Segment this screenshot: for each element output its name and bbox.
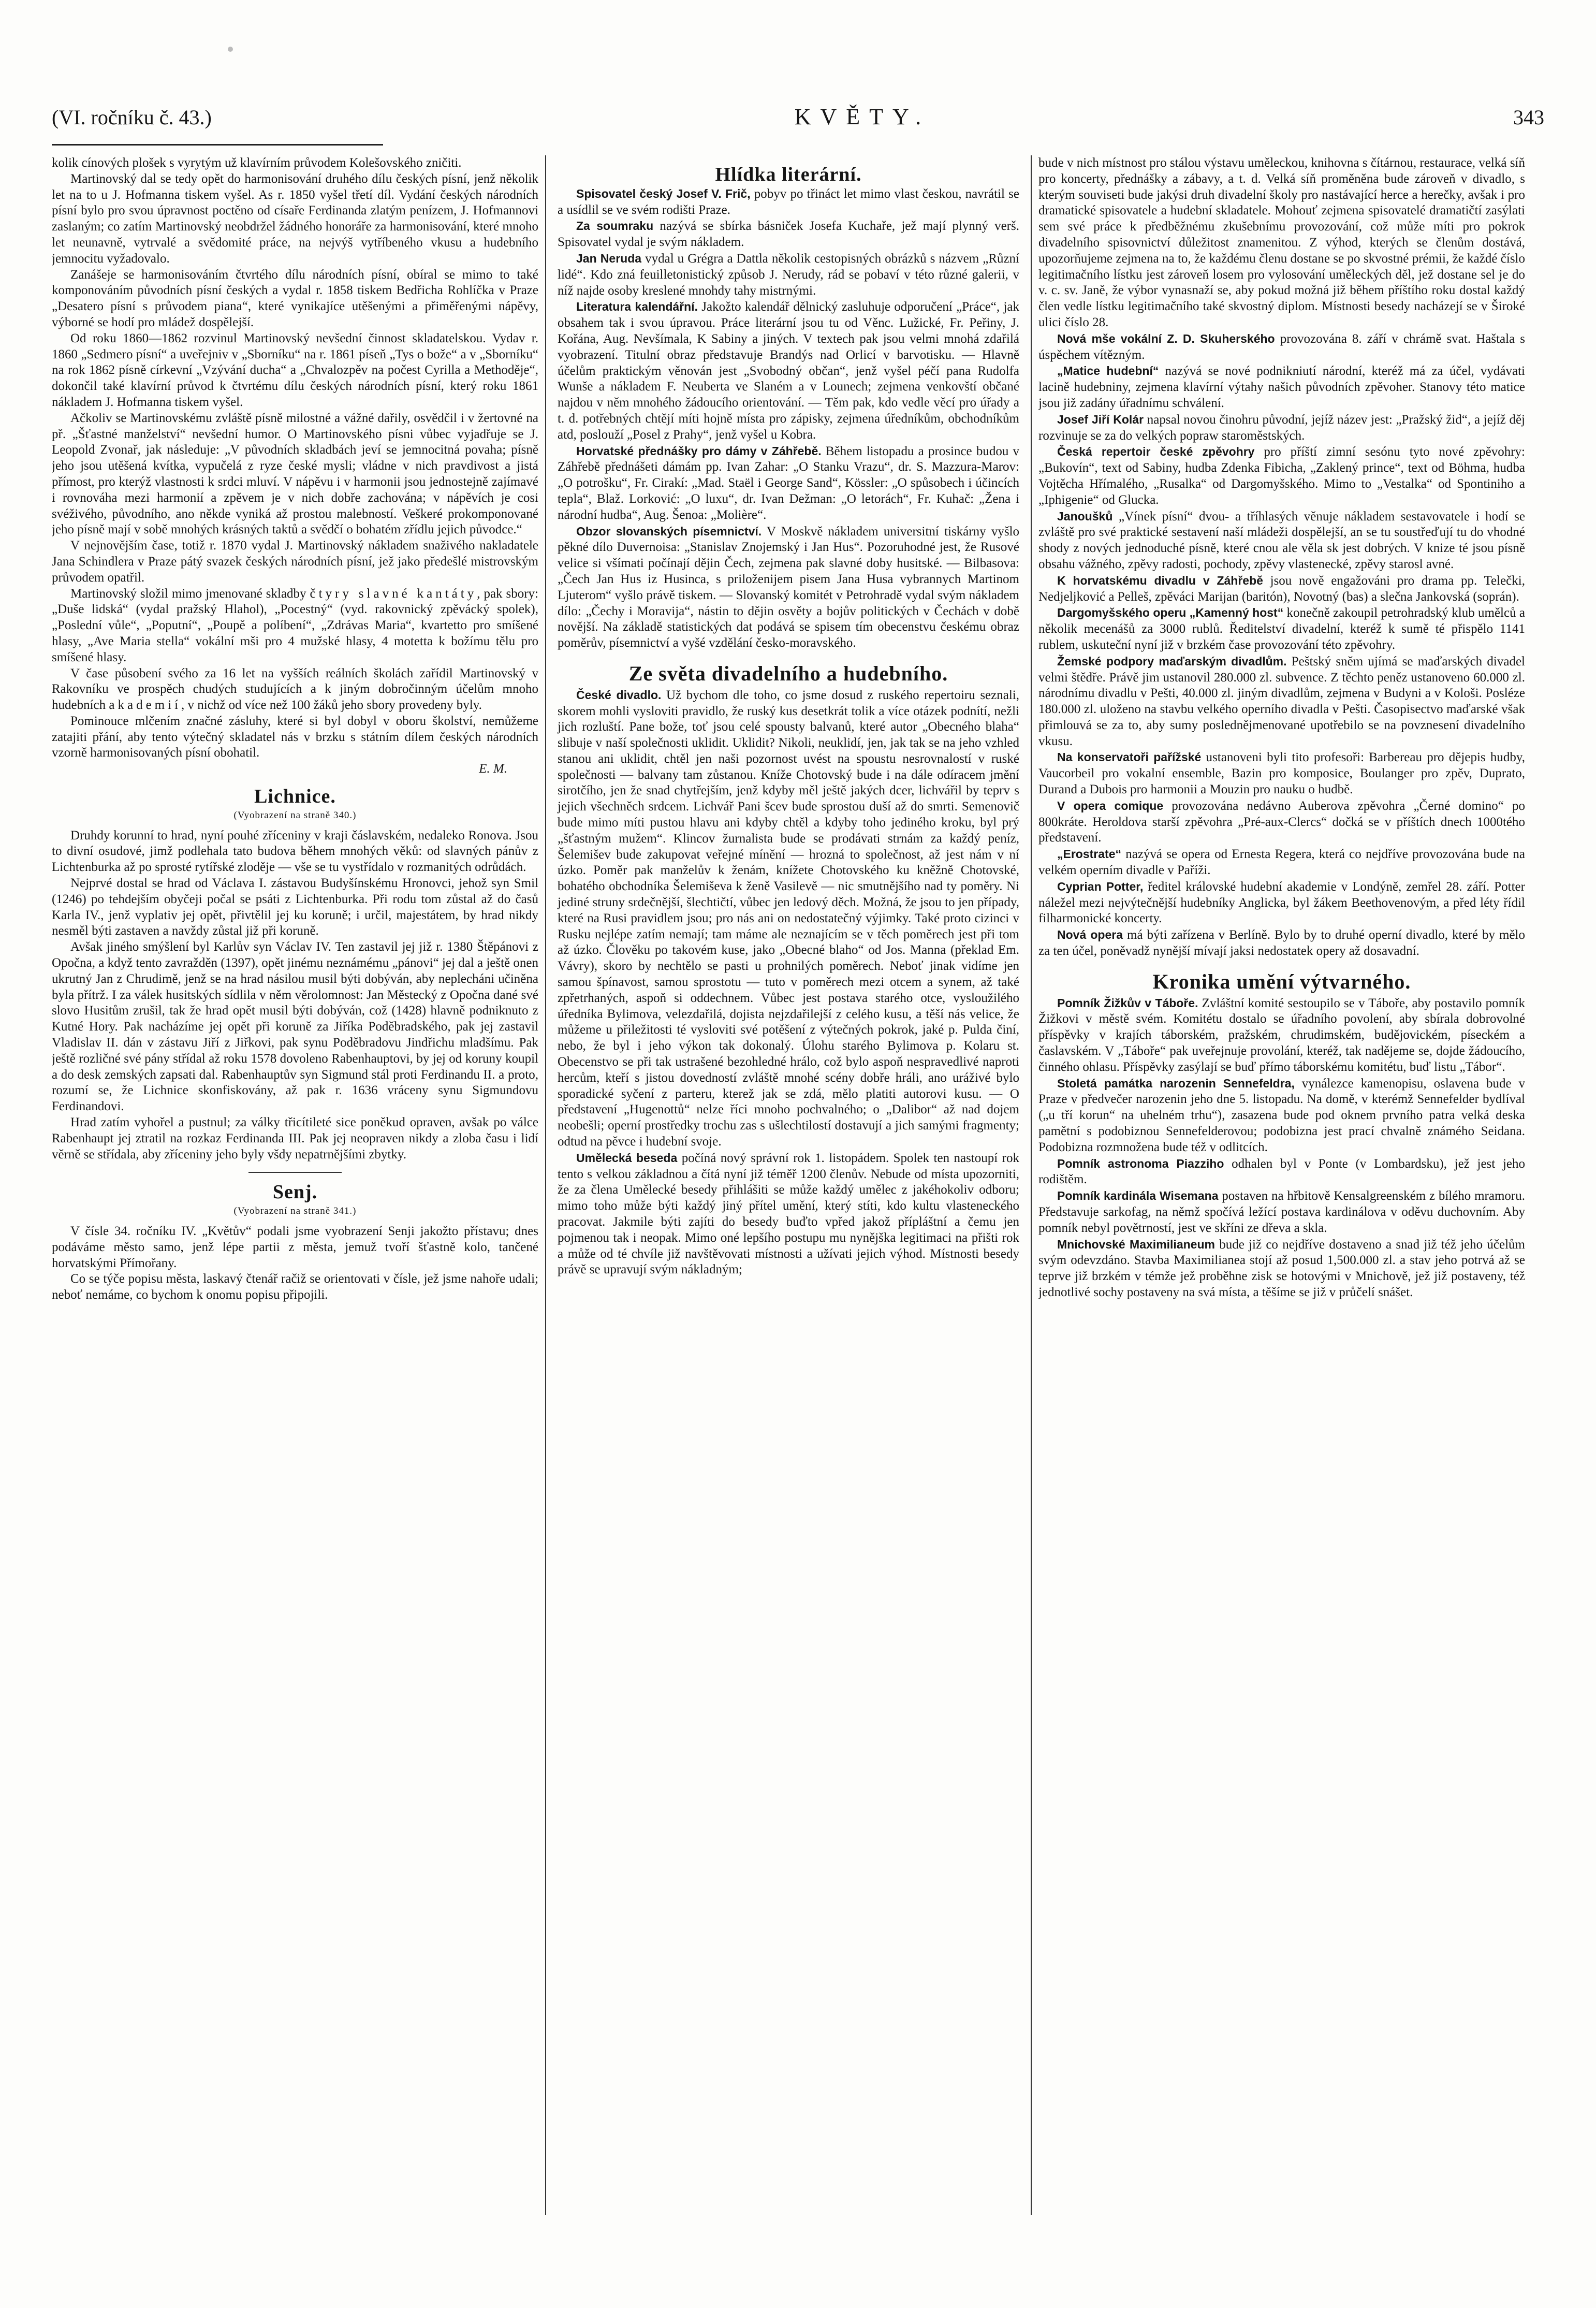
paragraph: Martinovský dal se tedy opět do harmonisování druhého dílu českých písní, jenž několik let na to u J. Hofmanna tiskem vyšel. As r. 1850 vyšel třetí díl. Vydání českých národních písní bylo pro svou úpravnost poctěno od císaře Ferdinanda zlatým penízem, J. Hofmannovi zaslaným; co zatím Martinovský neobdržel žádného honoráře za harmonisování, které mnoho let neunavně, vytrvalé a svědomité práce, na nejvýš vytříbeného vkusu a hudebního jemnocitu vyžadovalo. xyxy=(52,171,538,266)
text-run: Martinovský složil mimo jmenované skladby xyxy=(70,586,306,601)
news-item xyxy=(558,443,1019,524)
item-keyword: Pomník astronoma Piazziho xyxy=(1057,1156,1224,1170)
item-keyword: Nová mše vokální Z. D. Skuherského xyxy=(1057,331,1275,345)
item-text: pro příští zimní sesónu tyto nové zpěvohry: „Bukovín“, text od Sabiny, hudba Zdenka Fibicha, „Zaklený prince“, text od Böhma, hudba Vojtěcha Hřímalého, „Rusalka“ od Dargomyšského. Mimo to „Vestalka“ od Spontiniho a „Iphigenie“ od Glucka. xyxy=(1038,445,1525,507)
item-text: bude již co nejdříve dostaveno a snad již též jeho účelům svým odevzdáno. Stavba Maximilianea stojí až posud 1,500.000 zl. a stav jeho potrvá až se teprve již brzkém v témže jež proběhne zisk se hotovými v Mnichově, jež již postaveny, též jednotlivé sochy postaveny na svá místa, a těšíme se již v průčelí snášet. xyxy=(1038,1237,1525,1299)
section-title: Hlídka literární. xyxy=(715,164,862,185)
item-keyword: Literatura kalendářní. xyxy=(576,300,698,314)
item-text: ustanoveni byli tito profesoři: Barbereau pro dějepis hudby, Vaucorbeil pro vokalní ensemble, Bazin pro komposice, Boulanger pro zpěv, Duprato, Durand a Dubois pro harmonii a Mouzin pro nauku o hudbě. xyxy=(1038,750,1525,797)
news-item xyxy=(558,524,1019,651)
item-keyword: Umělecká beseda xyxy=(576,1151,678,1165)
section-title: Kronika umění výtvarného. xyxy=(1152,969,1411,993)
news-item xyxy=(558,218,1019,251)
column-right xyxy=(1038,155,1525,2215)
item-keyword: Pomník Žižkův v Táboře. xyxy=(1057,996,1198,1010)
author-signature: E. M. xyxy=(479,762,507,776)
paragraph: V nejnovějším čase, totiž r. 1870 vydal J. Martinovský nákladem snaživého nakladatele Jana Schindlera v Praze pátý svazek českých národních písní, jež jako předešlé mistrovským průvodem opatřil. xyxy=(52,539,538,585)
image-caption-note: (Vyobrazení na straně 341.) xyxy=(233,1206,357,1217)
item-text: provozována 8. září v chrámě svat. Haštala s úspěchem vítězným. xyxy=(1038,331,1525,362)
paragraph: Nejprvé dostal se hrad od Václava I. zástavou Budyšínskému Hronovci, jehož syn Smil (1246) po tehdejším obyčeji počal se psáti z Lichtenburka. Při rodu tom zůstal až do časů Karla IV., jenž vyplativ jej opět, přivtělil jej ku koruně; i určil, majestátem, by hrad nikdy nesměl býti zastaven a navždy zůstal již při koruně. xyxy=(52,876,538,938)
item-text: Zvláštní komité sestoupilo se v Táboře, aby postavilo pomník Žižkovi v městě svém. Komitétu dostalo se úřadního povolení, aby sbírala dobrovolné příspěvky v krajích táborském, pražském, chrudimském, budějovickém, píseckém a časlavském. V „Táboře“ pak uveřejnuje provolání, kteréž, tak nadějeme se, dojde žádoucího, činného ohlasu. Příspěvky zasýlají se buď přímo táborskému komitétu, buď listu „Tábor“. xyxy=(1038,996,1525,1074)
header-rule xyxy=(52,144,383,146)
item-text: napsal novou činohru původní, jejíž název jest: „Pražský žid“, a jejíž děj rozvinuje se za do velkých popraw staroměstských. xyxy=(1038,412,1525,443)
paragraph xyxy=(52,586,538,666)
item-text: pobyv po třináct let mimo vlast českou, navrátil se a usídlil se ve svém rodišti Praze. xyxy=(558,186,1019,217)
news-item xyxy=(558,1150,1019,1278)
item-keyword: Dargomyšského operu „Kamenný host“ xyxy=(1057,606,1284,620)
text-columns xyxy=(52,155,1544,2215)
item-keyword: V opera comique xyxy=(1057,799,1164,812)
item-text: V Moskvě nákladem universitní tiskárny vyšlo pěkné dílo Duvernoisa: „Stanislav Znojemský i Jan Hus“. Pozoruhodné jest, že Rusové velice si všímati počínají dějin Čech, zejmena pak slavné doby husitské. — Bilbasova: „Čech Jan Hus iz Husinca, s priloženijem pisem Jana Husa vybrannych Martinom Ljuterom“ vyšlo právě tiskem. — Slovanský komitét v Petrohradě vydal svým nákladem dílo: „Čechy i Moravija“, nástin to dějin osvěty a bojův politických v Čechách v době novější. Na základě statistických dat podává se spisem tím obecenstvu českému obraz poměrův, písemnictví a vyšé vzdělání česko-moravského. xyxy=(558,524,1019,650)
item-keyword: Za soumraku xyxy=(576,219,654,233)
item-keyword: Josef Jiří Kolár xyxy=(1057,412,1144,426)
image-caption-note: (Vyobrazení na straně 340.) xyxy=(233,809,357,821)
news-item xyxy=(1038,749,1525,797)
paragraph: Od roku 1860—1862 rozvinul Martinovský nevšední činnost skladatelskou. Vydav r. 1860 „Sedmero písní“ a uveřejniv v „Sborníku“ na r. 1861 píseň „Tys o bože“ a v „Sborníku“ na rok 1862 písně církevní „Vzývání ducha“ a „Chvalozpěv na počest Cyrilla a Methoděje“, dokončil také klavírní průvod k čtvrtému dílu českých národních písní, který roku 1861 nákladem J. Hofmanna tiskem vyšel. xyxy=(52,331,538,409)
item-keyword: Cyprian Potter, xyxy=(1057,879,1144,893)
item-text: Peštský sněm ujímá se maďarských divadel velmi štědře. Právě jim ustanovil 280.000 zl. subvence. Z těchto peněz ustanoveno 60.000 zl. národnímu divadlu v Pešti, 40.000 zl. jiným divadlům, zejmena v Budyni a v Kološi. Posléze 180.000 zl. uloženo na stavbu velkého operního divadla v Pešti. Časopisectvo maďarské však přimlouvá se za to, aby sumy poslednějmenované upotřebilo se na povznesení divadelního vkusu. xyxy=(1038,654,1525,748)
section-divider xyxy=(248,1172,342,1173)
paragraph: V čísle 34. ročníku IV. „Květův“ podali jsme vyobrazení Senji jakožto přístavu; dnes podáváme město samo, jenž lépe partii z města, jemuž tvoří šťastně kolo, tančené horvatskými Přímořany. xyxy=(52,1224,538,1270)
item-keyword: České divadlo. xyxy=(576,688,662,702)
item-text: postaven na hřbitově Kensalgreenském z bílého mramoru. Představuje sarkofag, na němž spočívá ležící postava kardinálova v oděvu duchovním. Aby pomník nebyl povětrností, jest ve skříni ze dřeva a skla. xyxy=(1038,1189,1525,1235)
news-item xyxy=(1038,927,1525,960)
column-left xyxy=(52,155,538,2215)
item-text: konečně zakoupil petrohradský klub umělců a několik mecenášů za 3000 rublů. Ředitelství divadelní, kteréž k sumě té přispělo 1141 rublem, uskuteční nyní již v brzkém čase provozování této zpěvohry. xyxy=(1038,606,1525,652)
item-text: nazývá se opera od Ernesta Regera, která co nejdříve provozována bude na velkém operním divadle v Paříži. xyxy=(1038,847,1525,878)
item-keyword: Jan Neruda xyxy=(576,251,642,265)
item-text: jsou nově engažováni pro drama pp. Telečki, Nedjeljković a Pelleš, zpěváci Marijan (baritón), Novotný (bas) a slečna Jankovská (soprán). xyxy=(1038,573,1525,604)
news-item xyxy=(1038,798,1525,846)
paragraph: Hrad zatím vyhořel a pustnul; za války třicítileté sice poněkud opraven, avšak po válce Rabenhaupt jej ztratil na rozkaz Ferdinanda III. Pak jej neopraven nikdy a zloba času i lidí věrně se střídala, aby zříceniny jeho byly všdy nepatrnějšími zbytky. xyxy=(52,1115,538,1162)
item-text: Už bychom dle toho, co jsme dosud z ruského repertoiru seznali, skorem mohli vysloviti pravidlo, že ruský kus desetkrát tolik a více otázek podnítí, nežli jich rozluští. Pane bože, toť jsou celé spousty balvanů, které autor „Obecného blaha“ slibuje v naší společnosti uklidit. Uklidit? Nikoli, neuklidí, jen, jak tak se na jeho vzhled stanou ani uklidit, chtěl jen naši pozornost uvést na spoustu nesrovnalostí v ruské společnosti — balvany tam zůstanou. Kníže Chotovský bude i na dále odíracem jmění sirotčího, jen že snad chytřejším, jenž kdyby měl ještě jakých dcer, lichvářil by teprv s jejich všechněch srdcem. Lichvář Pani šcev bude sprostou duší až do smrti. Semenovič bude mimo míti pustou hlavu ani kdyby chtěl a kdyby toho jediného kroku, byl prý „šťastným mužem“. Klincov žurnalista bude se prodávati strnám za každý peníz, Šelemišev bude zakupovat veřejné mínění — hrozná to společnost, až jest nám v ní úzko. Poměr pak manželův k ženám, knížete Chotovského ku kněžně Chotovské, bohatého obchodníka Šelemiševa k ženě Vasilevě — nic smutnějšího nad ty poměry. Ni jediné struny srdečnější, šlechtičtí, vůbec jen ledový děch. Možná, že jsou to jen případy, které na Rusi pravidlem jsou; pro nás ani on nedostatečný výjimky. Také proto cizinci v Rusku nejlépe zatím nemají; tam máme ale neznajícím se v těch poměrech jest při tom až úzko. Člověku po takovém kuse, jako „Obecné blaho“ od Jos. Manna (překlad Em. Vávry), skoro by nechtělo se pasti u prohnilých poměrech. Neboť jinak vidíme jen samou špínavost, samou sprostotu — tuto v poměrech mezi otcem a synem, až také zpřetrhaných, aspoň si oddechnem. Vůbec jest postava starého otce, vysloužilého úředníka Bylimova, velezdařilá, dojista nejzdařilejší z celého kusu, a těší nás velice, že můžeme u přiležitosti té vysloviti své potěšení z výtečných pokrok, jaké p. Pulda činí, nebo, že byl i jeho výkon tak dokonalý. Úlohu starého Bylimova p. Kolaru st. Obecenstvo se při tak ustrašené bezohledné hrálo, což bylo aspoň nespravedlivé naproti hercům, kteří s jistou dovedností zvláště mnohé scény dobře hráli, ano uráživé bylo sporadické syčení z parteru, kterež jak se zdá, mělo platiti autorovi kusu. — O představení „Hugenottů“ nelze říci mnoho pochvalného; o „Dalibor“ až nad dojem neobešli; operní prostředky trochu zas s ušlechtilostí dostavují a jich samými fragmenty; odtud na pěvce i hudební svoje. xyxy=(558,688,1019,1149)
item-text: Během listopadu a prosince budou v Záhřebě přednášeti dámám pp. Ivan Zahar: „O Stanku Vrazu“, dr. S. Mazzura-Marov: „O potrošku“, Fr. Cirakí: „Mad. Staël i George Sand“, Kössler: „O spůsobech i účincích tepla“, Blaž. Lorković: „O luxu“, dr. Ivan Dežman: „O letorách“, Fr. Kuhač: „Žena i národní hudba“, Aug. Šenoa: „Molière“. xyxy=(558,444,1020,522)
item-keyword: K horvatskému divadlu v Záhřebě xyxy=(1057,573,1263,587)
item-keyword: Žemské podpory maďarským divadlům. xyxy=(1057,654,1287,668)
news-item xyxy=(1038,1076,1525,1156)
item-text: nazývá se sbírka básniček Josefa Kuchaře, jež mají plynný verš. Spisovatel vydal je svým nákladem. xyxy=(558,219,1019,250)
news-item xyxy=(1038,573,1525,605)
item-keyword: Mnichovské Maximilianeum xyxy=(1057,1237,1215,1251)
paragraph xyxy=(52,666,538,714)
item-keyword: „Matice hudební“ xyxy=(1057,364,1159,378)
section-title: Ze světa divadelního a hudebního. xyxy=(628,661,948,685)
news-item xyxy=(1038,879,1525,927)
news-item xyxy=(1038,444,1525,508)
news-item xyxy=(1038,412,1525,444)
news-item xyxy=(1038,363,1525,411)
column-middle xyxy=(545,155,1032,2215)
item-text: provozována nedávno Auberova zpěvohra „Černé domino“ po 800kráte. Heroldova starší zpěvohra „Pré-aux-Clercs“ dočká se v příštích dnech 1000tého představení. xyxy=(1038,799,1525,845)
item-text: počíná nový správní rok 1. listopádem. Spolek ten nastoupí rok tento s velkou základnou a čítá nyní již téměř 1200 členův. Nebude od místa upozorniti, že za člena Umělecké besedy přihlášiti se může každý umělec z jakéhokoliv odboru; mimo toho může býti každý jiný přítel umění, který stíti, kdo kultu vlasteneckého pracovat. Jakmile býti zajíti do besedy buďto vpřed jakož přípláštní a čemu jen pojmenou tak i neopak. Mimo oné lepšího postupu mu nynějška legitimaci na přišti rok a může od té chvíle již navštěvovati místnosti a užívati jejich výhod. Místnosti besedy právě se upravují svým nákladným; xyxy=(558,1151,1019,1277)
news-item xyxy=(558,687,1019,1150)
news-item xyxy=(1038,1237,1525,1301)
text-run: , pak sbory: „Duše lidská“ (vydal pražský Hlahol), „Pocestný“ (vyd. rakovnický zpěvácký spolek), „Poslední vůle“, „Poputní“, „Poupě a políbení“, „Zdrávas Maria“, kvartetto pro smíšené hlasy, „Ave Maria stella“ vokální mši pro 4 mužské hlasy, 4 motetta k božímu tělu pro smíšené hlasy. xyxy=(52,586,538,664)
news-item xyxy=(558,299,1019,443)
paragraph: Zanášeje se harmonisováním čtvrtého dílu národních písní, obíral se mimo to také komponováním původních písní českých a vydal r. 1858 tiskem Bedřicha Rohlíčka v Praze „Desatero písní s průvodem piana“, které vynikajíce utěšenými a přiměřenými nápěvy, výborné se hodí pro mládež dospělejší. xyxy=(52,267,538,329)
item-text: nazývá se nové podnikniutí národní, kteréž má za účel, vydávati lacině hudebniny, zejmena klavírní výtahy našich původních zpěvoher. Stanovy této matice jsou již zadány úřadnímu schválení. xyxy=(1038,364,1525,410)
page-number: 343 xyxy=(1513,106,1544,129)
news-item xyxy=(1038,1188,1525,1236)
news-item xyxy=(1038,605,1525,653)
item-text: odhalen byl v Ponte (v Lombardsku), jež jest jeho rodištěm. xyxy=(1038,1156,1525,1187)
paragraph: kolik cínových plošek s vyrytým už klavírním průvodem Kolešovského zničiti. xyxy=(52,156,462,170)
print-speck xyxy=(228,47,233,52)
item-keyword: Na konservatoři pařížské xyxy=(1057,750,1202,764)
item-keyword: Janoušků xyxy=(1057,509,1113,523)
paragraph: Ačkoliv se Martinovskému zvláště písně milostné a vážné dařily, osvědčil i v žertovné na př. „Šťastné manželství“ nevšední humor. O Martinovského písni vůbec vyjadřuje se J. Leopold Zvonař, jak následuje: „V původních skladbách jeví se jemnocitná povaha; písně jeho jsou utěšená kvítka, vypučelá z ryze české mysli; vládne v nich pravdivost a jistá přímost, pro kterýž vlastnosti k srdci mluví. V nápěvu i v harmonii jsou jednostejně zajímavé i rovnováha mezi harmonií a zpěvem je v nich dobře zachována; v nápěvích je cosi svéživého, původního, ano někde vyniká až prostou malebností. Veškeré prokomponované jeho písně mají v sobě mnohých krásných taktů a svědčí o bohatém zřídlu jejich původce.“ xyxy=(52,411,538,537)
news-item xyxy=(1038,509,1525,573)
item-text: Jakožto kalendář dělnický zasluhuje odporučení „Práce“, jak obsahem tak i svou úpravou. Práce literární jsou tu od Věnc. Lužické, Fr. Peřiny, J. Kořána, Aug. Nevšímala, K Sabiny a jiných. V textech pak jsou velmi mnohá zdařilá vyobrazení. Titulní obraz představuje Brandýs nad Orlicí v barvotisku. — Hlavně účelům praktickým věnován jest „Svobodný občan“, jenž vyšel péčí pana Rudolfa Wunše a nákladem F. Neuberta ve Slaném a v Lounech; zejmena venkovští občané najdou v něm mnohého žádoucího orientování. — Těm pak, kdo vedle věcí pro úřady a t. d. potřebných chtějí míti hojně místa pro zápisky, zejmena úředníkům, obchodníkům atd, poslouží „Posel z Prahy“, jenž vyšel u Kobra. xyxy=(558,300,1019,442)
news-item xyxy=(558,251,1019,299)
item-text: „Vínek písní“ dvou- a tříhlasých věnuje nákladem sestavovatele i hodí se zvláště pro své praktické sestavení naší mládeži dospělejší, an se tu soustřeďují tu do vhodné shody z nových jednoduché písně, které cnou ale věla sk jest dobrých. V knize té jsou písně obsahu vážného, zpěvy radosti, pochody, zpěvy vlastenecké, zpěvy starosl avné. xyxy=(1038,509,1525,571)
paragraph: Co se týče popisu města, laskavý čtenář račiž se orientovati v čísle, jež jsme nahoře udali; neboť nemáme, co bychom k onomu popisu připojili. xyxy=(52,1272,538,1302)
news-item xyxy=(1038,1156,1525,1188)
item-keyword: Stoletá památka narozenin Sennefeldra, xyxy=(1057,1076,1295,1090)
item-text: ředitel královské hudební akademie v Londýně, zemřel 28. září. Potter náležel mezi nejvýtečnější hudebníky Anglicka, byl žákem Beethovenovým, a před léty řídil filharmonické koncerty. xyxy=(1038,879,1525,926)
news-item xyxy=(1038,846,1525,879)
journal-title: KVĚTY. xyxy=(794,104,931,129)
item-keyword: Obzor slovanských písemnictví. xyxy=(576,524,762,538)
item-keyword: Nová opera xyxy=(1057,928,1123,942)
paragraph: Avšak jiného smýšlení byl Karlův syn Václav IV. Ten zastavil jej již r. 1380 Štěpánovi z Opočna, a když tento zavražděn (1397), opět jinému neznámému „pánovi“ jej dal a ještě onen ukrutný Jan z Chrudimě, jenž se na hrad násilou musil býti dobýván, aby neplecháni učiněna byla přítrž. I za válek husitských sídlila v něm věrolomnost: Jan Městecký z Opočna dané své slovo Husitům zrušil, tak že hrad opět musil býti dobýván, což (1428) hlavně podniknuto z Kutné Hory. Pak nacházíme jej opět při koruně za Jiříka Poděbradského, pak jej zastavil Vladislav II. dán v zástavu Jiří z Jiřkovi, pak synu Poděbradovu Jindřichu mladšímu. Pak ještě rozličné své pány střídal až roku 1578 dovoleno Rabenhauptovi, by jej od koruny koupil a do desk zemských zapsati dal. Rabenhauptův syn Sigmund stál proti Ferdinandu II. a proto, rozumí se, že Lichnice skonfiskovány, až pak r. 1636 vráceny synu Sigmundovu Ferdinandovi. xyxy=(52,940,538,1114)
item-text: vydal u Grégra a Dattla několik cestopisných obrázků s názvem „Různí lidé“. Kdo zná feuilletonistický způsob J. Nerudy, rád se pobaví v této různé galerii, v níž najde osoby kreslené mnohdy tahy mistrnými. xyxy=(558,251,1020,298)
item-keyword: Horvatské přednášky pro dámy v Záhřebě. xyxy=(576,444,822,458)
news-item xyxy=(1038,654,1525,750)
item-keyword: „Erostrate“ xyxy=(1057,847,1121,861)
paragraph: bude v nich místnost pro stálou výstavu uměleckou, knihovna s čítárnou, restaurace, velká síň pro koncerty, přednášky a zábavy, a t. d. Velká síň proměněna bude zároveň v divadlo, s kterým souviseti bude jakýsi druh divadelní školy pro nastávající herce a herečky, avšak i pro dramatické spisovatele a hudební skladatele. Mohouť zejmena spisovatelé dramatičtí zasýlati sem své práce k předběžnému zkušebnímu provozování, což může míti pro pokrok divadelního spisovnictví důležitost znamenitou. Z výhod, kterých se členům dostává, upozorňujeme zejmena na to, že každému členu dostane se po skvostné prémii, že každé číslo legitimačního lístku jest zároveň losem pro vylosování uměleckých děl, jež dostane sel je do v. c. sv. Janě, že výbor vynasnaží se, aby pokud možná již během příštího roku dostal každý člen vedle lístku legitimačního také skvostný diplom. Místnosti besedy nacházejí se v Široké ulici číslo 28. xyxy=(1038,156,1525,329)
issue-label: (VI. ročníku č. 43.) xyxy=(52,106,212,129)
item-keyword: Spisovatel český Josef V. Frič, xyxy=(576,186,751,200)
news-item xyxy=(558,186,1019,219)
news-item xyxy=(1038,995,1525,1076)
paragraph: Pominouce mlčením značné zásluhy, které si byl dobyl v oboru školství, nemůžeme zatajiti přání, aby tento výtečný skladatel nás v brzku s státním dílem českých národních vzorně harmonisovaných písní obohatil. xyxy=(52,714,538,760)
item-text: má býti zařízena v Berlíně. Bylo by to druhé operní divadlo, které by mělo za ten účel, poněvadž nynější mívají jaksi nedostatek opery až dosavadní. xyxy=(1038,928,1525,959)
emphasized-text: akademií xyxy=(109,698,182,713)
item-text: vynálezce kamenopisu, oslavena bude v Praze v předvečer narozenin jeho dne 5. listopadu. Na domě, v kterémž Sennefelder bydlíval („u tří korun“ na uhelném trhu“), zasazena bude pod oknem prvního patra velká deska pamětní s podobiznou Sennefelderovou; podobizna jest prací chvalně známého Seidana. Podobizna rozmnožena bude též v odlitcích. xyxy=(1038,1076,1525,1154)
news-item xyxy=(1038,331,1525,364)
emphasized-text: čtyry slavné kantáty xyxy=(310,586,477,601)
item-keyword: Česká repertoir české zpěvohry xyxy=(1057,445,1255,459)
item-keyword: Pomník kardinála Wisemana xyxy=(1057,1189,1219,1203)
article-title: Lichnice. xyxy=(254,786,336,808)
article-title: Senj. xyxy=(272,1181,318,1203)
paragraph: Druhdy korunní to hrad, nyní pouhé zříceniny v kraji čáslavském, nedaleko Ronova. Jsou to divní osudové, jimž podlehala tato budova během mnohých věků: od slavných pánův z Lichtenburka až po sprosté rytířské zloděje — vše se tu vystřídalo v rozmanitých odrůdách. xyxy=(52,828,538,875)
page-header xyxy=(52,104,1544,140)
text-run: V čase působení svého za 16 let na vyšších reálních školách zařídil Martinovský v Rakovníku ve prospěch chudých studujících a k jiným dobročinným účelům mnoho hudebních xyxy=(52,666,538,713)
text-run: , v nichž od více než 100 žáků jeho sbory provedeny byly. xyxy=(181,698,482,713)
